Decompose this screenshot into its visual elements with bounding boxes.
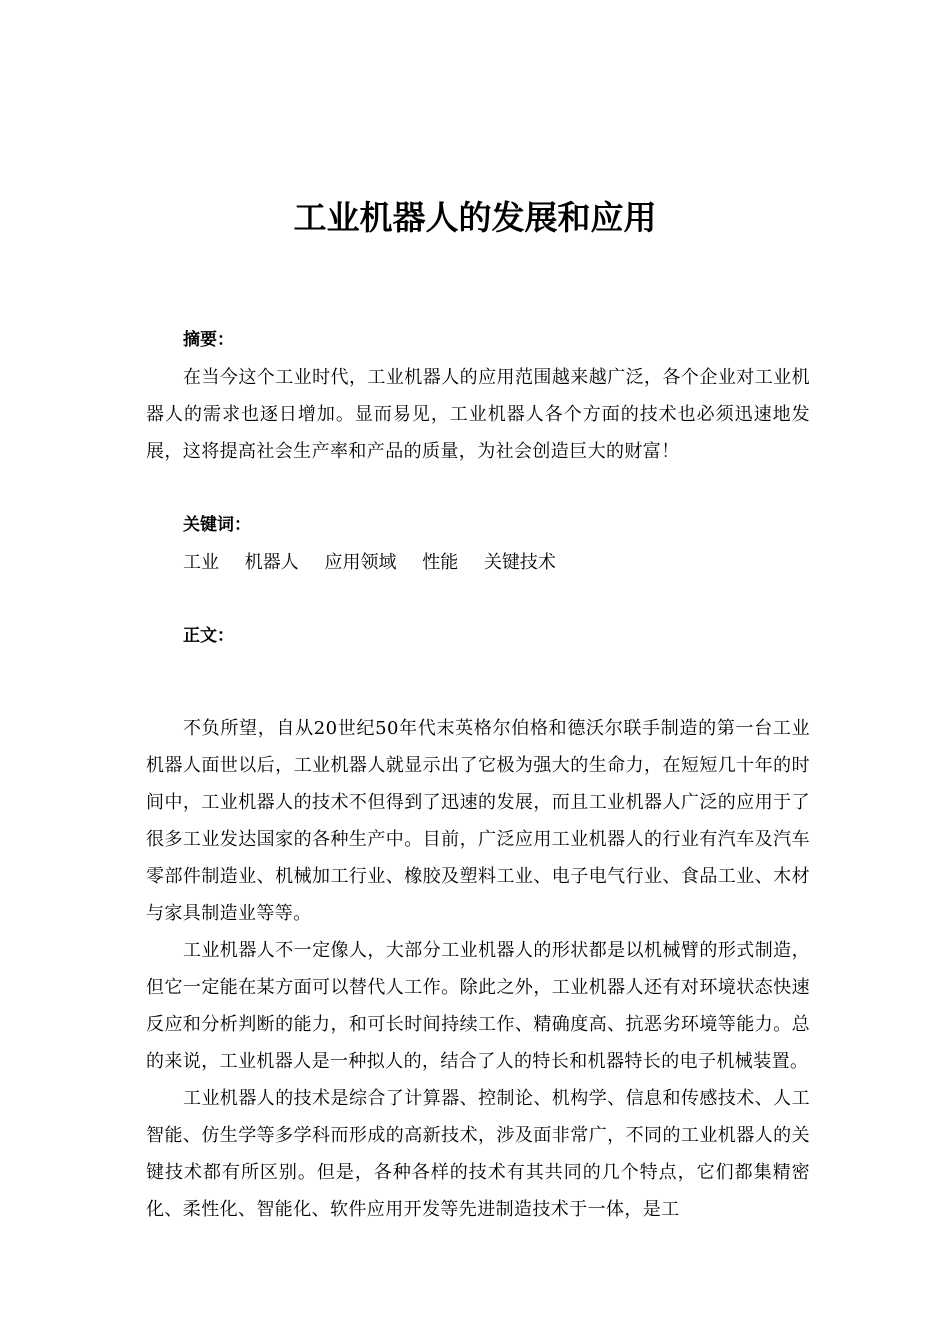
keyword-item: 机器人 bbox=[244, 552, 299, 573]
abstract-heading: 摘要： bbox=[183, 330, 234, 350]
body-paragraph-1: 不负所望，自从20世纪50年代末英格尔伯格和德沃尔联手制造的第一台工业机器人面世以后，工业机器人就显示出了它极为强大的生命力，在短短几十年的时间中，工业机器人的技术不但得到了迅速的发展，而且工业机器人广泛的应用于了很多工业发达国家的各种生产中。目前，广泛应用工业机器人的行业有汽车及汽车零部件制造业、机械加工行业、橡胶及塑料工业、电子电气行业、食品工业、木材与家具制造业等等。 bbox=[146, 718, 810, 924]
keyword-item: 关键技术 bbox=[483, 552, 556, 573]
spacer bbox=[146, 655, 810, 692]
body-paragraph-2: 工业机器人不一定像人，大部分工业机器人的形状都是以机械臂的形式制造，但它一定能在某方面可以替代人工作。除此之外，工业机器人还有对环境状态快速反应和分析判断的能力，和可长时间持续工作、精确度高、抗恶劣环境等能力。总的来说，工业机器人是一种拟人的，结合了人的特长和机器特长的电子机械装置。 bbox=[146, 940, 810, 1072]
spacer bbox=[146, 470, 810, 507]
keyword-item: 性能 bbox=[422, 552, 459, 573]
keyword-item: 工业 bbox=[183, 552, 219, 573]
abstract-paragraph: 在当今这个工业时代，工业机器人的应用范围越来越广泛，各个企业对工业机器人的需求也逐日增加。显而易见，工业机器人各个方面的技术也必须迅速地发展，这将提高社会生产率和产品的质量，为社会创造巨大的财富！ bbox=[146, 367, 810, 462]
document-content bbox=[146, 322, 810, 1228]
keywords-heading: 关键词： bbox=[183, 515, 251, 535]
body-heading: 正文： bbox=[183, 626, 234, 646]
spacer bbox=[146, 692, 810, 710]
keyword-item: 应用领域 bbox=[324, 552, 397, 573]
body-paragraph-3: 工业机器人的技术是综合了计算器、控制论、机构学、信息和传感技术、人工智能、仿生学等多学科而形成的高新技术，涉及面非常广，不同的工业机器人的关键技术都有所区别。但是，各种各样的技术有其共同的几个特点，它们都集精密化、柔性化、智能化、软件应用开发等先进制造技术于一体，是工 bbox=[146, 1088, 810, 1220]
spacer bbox=[146, 581, 810, 618]
keywords-list bbox=[146, 544, 810, 581]
document-title: 工业机器人的发展和应用 bbox=[293, 198, 657, 237]
